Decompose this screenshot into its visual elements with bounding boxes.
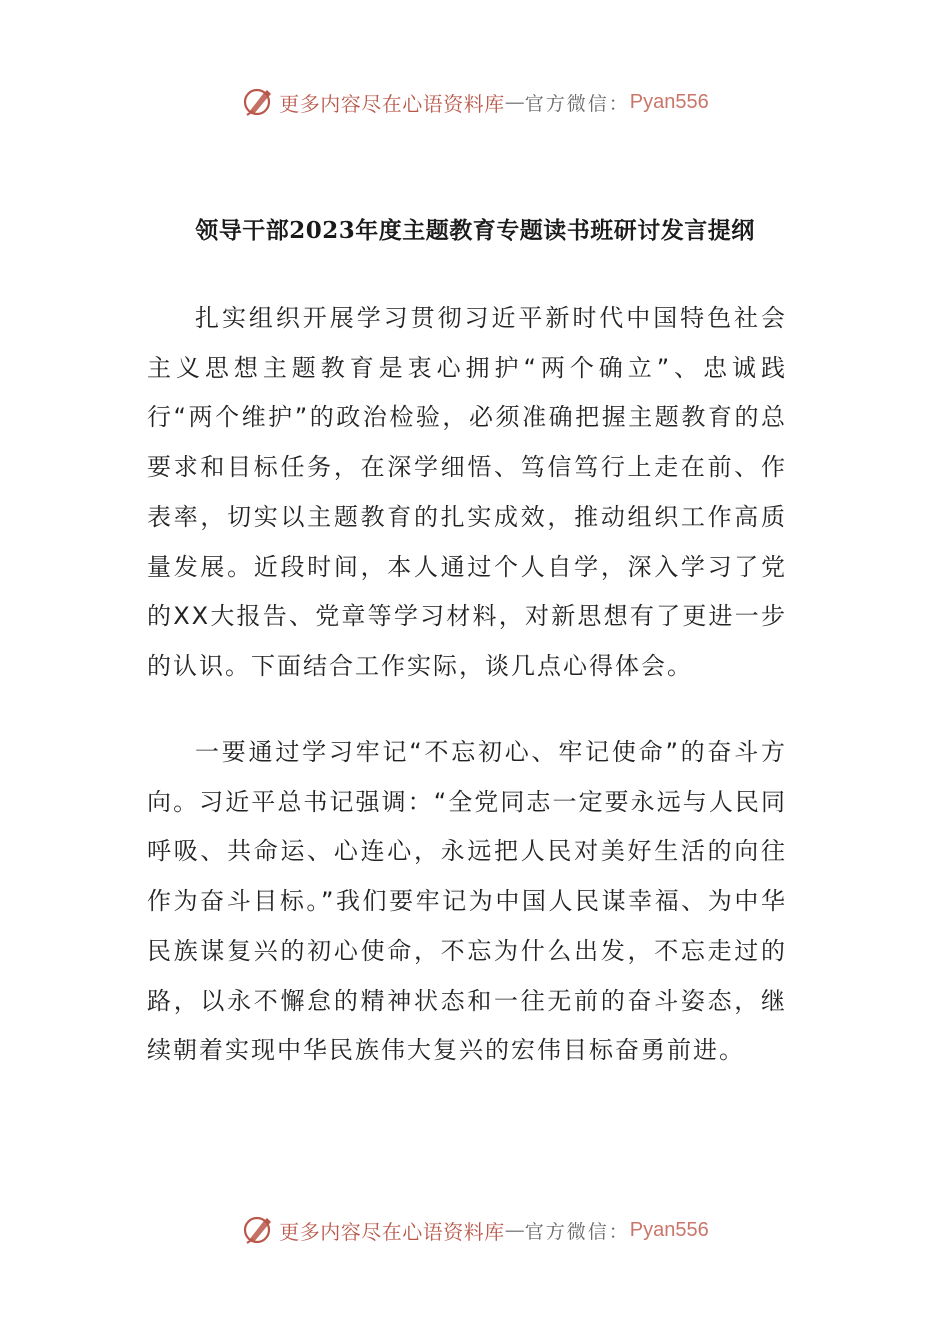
banner-contact-label: 官方微信：: [524, 92, 630, 115]
banner-dash: —: [504, 1218, 525, 1242]
pen-nib-logo-icon: [241, 85, 275, 119]
document-title: 领导干部2023年度主题教育专题读书班研讨发言提纲: [195, 217, 755, 244]
header-banner: [0, 82, 950, 122]
banner-contact-label: 官方微信：: [524, 1220, 630, 1243]
banner-dash: —: [504, 90, 525, 114]
banner-promo-text: 更多内容尽在心语资料库: [279, 1219, 505, 1244]
pen-nib-logo-icon: [241, 1213, 275, 1247]
banner-promo-text: 更多内容尽在心语资料库: [279, 91, 505, 116]
footer-banner: [0, 1210, 950, 1250]
banner-contact-id: Pyan556: [629, 90, 709, 113]
paragraph-intro: 扎实组织开展学习贯彻习近平新时代中国特色社会主义思想主题教育是衷心拥护“两个确立”、忠诚践行“两个维护”的政治检验，必须准确把握主题教育的总要求和目标任务，在深学细悟、笃信笃行上走在前、作表率，切实以主题教育的扎实成效，推动组织工作高质量发展。近段时间，本人通过个人自学，深入学习了党的XX大报告、党章等学习材料，对新思想有了更进一步的认识。下面结合工作实际，谈几点心得体会。: [147, 304, 787, 680]
banner-contact-id: Pyan556: [629, 1218, 709, 1241]
paragraph-point-one: 一要通过学习牢记“不忘初心、牢记使命”的奋斗方向。习近平总书记强调：“全党同志一定要永远与人民同呼吸、共命运、心连心，永远把人民对美好生活的向往作为奋斗目标。”我们要牢记为中国人民谋幸福、为中华民族谋复兴的初心使命，不忘为什么出发，不忘走过的路，以永不懈怠的精神状态和一往无前的奋斗姿态，继续朝着实现中华民族伟大复兴的宏伟目标奋勇前进。: [147, 738, 787, 1065]
